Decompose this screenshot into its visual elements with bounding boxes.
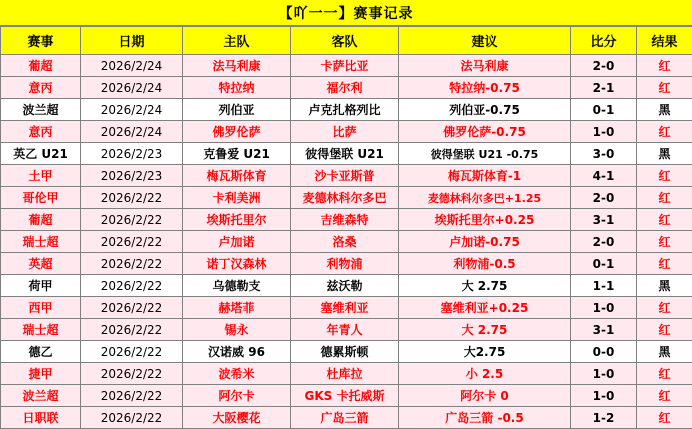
cell-score: 2-0 xyxy=(571,231,637,253)
cell-score: 3-1 xyxy=(571,209,637,231)
cell-date: 2026/2/24 xyxy=(81,77,183,99)
cell-result: 红 xyxy=(637,407,692,429)
cell-home-team: 波希米 xyxy=(183,363,291,385)
cell-league: 波兰超 xyxy=(1,385,81,407)
cell-away-team: 年青人 xyxy=(291,319,399,341)
cell-result: 黑 xyxy=(637,143,692,165)
cell-score: 0-0 xyxy=(571,341,637,363)
cell-home-team: 诺丁汉森林 xyxy=(183,253,291,275)
column-header-tip: 建议 xyxy=(399,27,571,55)
cell-away-team: 塞维利亚 xyxy=(291,297,399,319)
cell-away-team: 广岛三箭 xyxy=(291,407,399,429)
cell-away-team: 福尔利 xyxy=(291,77,399,99)
cell-tip: 阿尔卡 0 xyxy=(399,385,571,407)
cell-score: 1-2 xyxy=(571,407,637,429)
column-header-date: 日期 xyxy=(81,27,183,55)
cell-result: 红 xyxy=(637,319,692,341)
table-row xyxy=(1,209,692,231)
cell-away-team: 卢克扎格列比 xyxy=(291,99,399,121)
cell-league: 捷甲 xyxy=(1,363,81,385)
cell-score: 3-1 xyxy=(571,319,637,341)
cell-home-team: 乌德勒支 xyxy=(183,275,291,297)
cell-result: 红 xyxy=(637,231,692,253)
cell-league: 日职联 xyxy=(1,407,81,429)
table-row xyxy=(1,319,692,341)
cell-away-team: 德累斯顿 xyxy=(291,341,399,363)
cell-tip: 法马利康 xyxy=(399,55,571,77)
cell-home-team: 锡永 xyxy=(183,319,291,341)
cell-score: 1-0 xyxy=(571,297,637,319)
table-row xyxy=(1,253,692,275)
cell-result: 黑 xyxy=(637,99,692,121)
cell-date: 2026/2/22 xyxy=(81,209,183,231)
cell-score: 2-0 xyxy=(571,55,637,77)
cell-tip: 特拉纳-0.75 xyxy=(399,77,571,99)
cell-tip: 梅瓦斯体育-1 xyxy=(399,165,571,187)
cell-date: 2026/2/23 xyxy=(81,165,183,187)
table-row xyxy=(1,143,692,165)
cell-league: 荷甲 xyxy=(1,275,81,297)
table-row xyxy=(1,363,692,385)
cell-date: 2026/2/22 xyxy=(81,275,183,297)
cell-tip: 利物浦-0.5 xyxy=(399,253,571,275)
cell-date: 2026/2/22 xyxy=(81,253,183,275)
table-row xyxy=(1,187,692,209)
cell-tip: 广岛三箭 -0.5 xyxy=(399,407,571,429)
cell-tip: 大2.75 xyxy=(399,341,571,363)
cell-date: 2026/2/22 xyxy=(81,297,183,319)
cell-result: 红 xyxy=(637,165,692,187)
cell-date: 2026/2/22 xyxy=(81,341,183,363)
cell-score: 1-0 xyxy=(571,121,637,143)
cell-away-team: 沙卡亚斯普 xyxy=(291,165,399,187)
cell-away-team: 彼得堡联 U21 xyxy=(291,143,399,165)
cell-score: 1-0 xyxy=(571,363,637,385)
cell-date: 2026/2/22 xyxy=(81,407,183,429)
cell-league: 土甲 xyxy=(1,165,81,187)
cell-league: 葡超 xyxy=(1,55,81,77)
cell-date: 2026/2/24 xyxy=(81,99,183,121)
cell-league: 哥伦甲 xyxy=(1,187,81,209)
cell-tip: 彼得堡联 U21 -0.75 xyxy=(399,143,571,165)
cell-tip: 埃斯托里尔+0.25 xyxy=(399,209,571,231)
cell-home-team: 卡利美洲 xyxy=(183,187,291,209)
cell-home-team: 法马利康 xyxy=(183,55,291,77)
cell-score: 2-1 xyxy=(571,77,637,99)
cell-league: 意丙 xyxy=(1,121,81,143)
cell-result: 红 xyxy=(637,385,692,407)
cell-score: 3-0 xyxy=(571,143,637,165)
cell-score: 2-0 xyxy=(571,187,637,209)
column-header-score: 比分 xyxy=(571,27,637,55)
cell-tip: 大 2.75 xyxy=(399,319,571,341)
cell-score: 4-1 xyxy=(571,165,637,187)
cell-date: 2026/2/22 xyxy=(81,187,183,209)
cell-date: 2026/2/22 xyxy=(81,363,183,385)
cell-home-team: 佛罗伦萨 xyxy=(183,121,291,143)
table-header xyxy=(1,27,692,55)
cell-away-team: 麦德林科尔多巴 xyxy=(291,187,399,209)
table-row xyxy=(1,77,692,99)
cell-home-team: 特拉纳 xyxy=(183,77,291,99)
table-row xyxy=(1,231,692,253)
cell-away-team: 洛桑 xyxy=(291,231,399,253)
table-row xyxy=(1,99,692,121)
cell-tip: 列伯亚-0.75 xyxy=(399,99,571,121)
cell-league: 瑞士超 xyxy=(1,319,81,341)
cell-away-team: 比萨 xyxy=(291,121,399,143)
cell-league: 德乙 xyxy=(1,341,81,363)
cell-home-team: 卢加诺 xyxy=(183,231,291,253)
cell-result: 红 xyxy=(637,209,692,231)
cell-league: 英乙 U21 xyxy=(1,143,81,165)
cell-date: 2026/2/23 xyxy=(81,143,183,165)
cell-tip: 佛罗伦萨-0.75 xyxy=(399,121,571,143)
table-row xyxy=(1,407,692,429)
cell-away-team: 卡萨比亚 xyxy=(291,55,399,77)
cell-league: 西甲 xyxy=(1,297,81,319)
table-row xyxy=(1,297,692,319)
table-row xyxy=(1,341,692,363)
table-row xyxy=(1,55,692,77)
cell-date: 2026/2/22 xyxy=(81,231,183,253)
cell-away-team: 利物浦 xyxy=(291,253,399,275)
cell-date: 2026/2/22 xyxy=(81,385,183,407)
cell-home-team: 列伯亚 xyxy=(183,99,291,121)
cell-result: 红 xyxy=(637,363,692,385)
cell-result: 红 xyxy=(637,187,692,209)
cell-result: 黑 xyxy=(637,275,692,297)
cell-home-team: 大阪樱花 xyxy=(183,407,291,429)
cell-home-team: 克鲁爱 U21 xyxy=(183,143,291,165)
cell-result: 红 xyxy=(637,121,692,143)
cell-away-team: 吉维森特 xyxy=(291,209,399,231)
cell-tip: 塞维利亚+0.25 xyxy=(399,297,571,319)
cell-league: 葡超 xyxy=(1,209,81,231)
cell-league: 波兰超 xyxy=(1,99,81,121)
match-record-table xyxy=(0,26,692,429)
cell-date: 2026/2/22 xyxy=(81,319,183,341)
cell-home-team: 梅瓦斯体育 xyxy=(183,165,291,187)
cell-league: 瑞士超 xyxy=(1,231,81,253)
page-title: 【吖一一】赛事记录 xyxy=(279,3,414,23)
cell-result: 红 xyxy=(637,77,692,99)
cell-home-team: 埃斯托里尔 xyxy=(183,209,291,231)
cell-score: 1-1 xyxy=(571,275,637,297)
cell-home-team: 赫塔菲 xyxy=(183,297,291,319)
cell-away-team: 兹沃勒 xyxy=(291,275,399,297)
cell-tip: 大 2.75 xyxy=(399,275,571,297)
column-header-home: 主队 xyxy=(183,27,291,55)
cell-away-team: 杜库拉 xyxy=(291,363,399,385)
cell-score: 1-0 xyxy=(571,385,637,407)
cell-tip: 麦德林科尔多巴+1.25 xyxy=(399,187,571,209)
cell-date: 2026/2/24 xyxy=(81,55,183,77)
cell-league: 英超 xyxy=(1,253,81,275)
sheet-title-bar xyxy=(0,0,692,26)
cell-away-team: GKS 卡托威斯 xyxy=(291,385,399,407)
cell-date: 2026/2/24 xyxy=(81,121,183,143)
table-row xyxy=(1,165,692,187)
cell-result: 红 xyxy=(637,253,692,275)
cell-result: 红 xyxy=(637,55,692,77)
table-body xyxy=(1,55,692,429)
table-row xyxy=(1,121,692,143)
column-header-result: 结果 xyxy=(637,27,692,55)
header-row xyxy=(1,27,692,55)
cell-score: 0-1 xyxy=(571,99,637,121)
cell-result: 黑 xyxy=(637,341,692,363)
column-header-away: 客队 xyxy=(291,27,399,55)
cell-league: 意丙 xyxy=(1,77,81,99)
column-header-league: 赛事 xyxy=(1,27,81,55)
cell-tip: 小 2.5 xyxy=(399,363,571,385)
table-row xyxy=(1,275,692,297)
cell-tip: 卢加诺-0.75 xyxy=(399,231,571,253)
cell-score: 0-1 xyxy=(571,253,637,275)
table-row xyxy=(1,385,692,407)
cell-home-team: 汉诺威 96 xyxy=(183,341,291,363)
cell-home-team: 阿尔卡 xyxy=(183,385,291,407)
cell-result: 红 xyxy=(637,297,692,319)
